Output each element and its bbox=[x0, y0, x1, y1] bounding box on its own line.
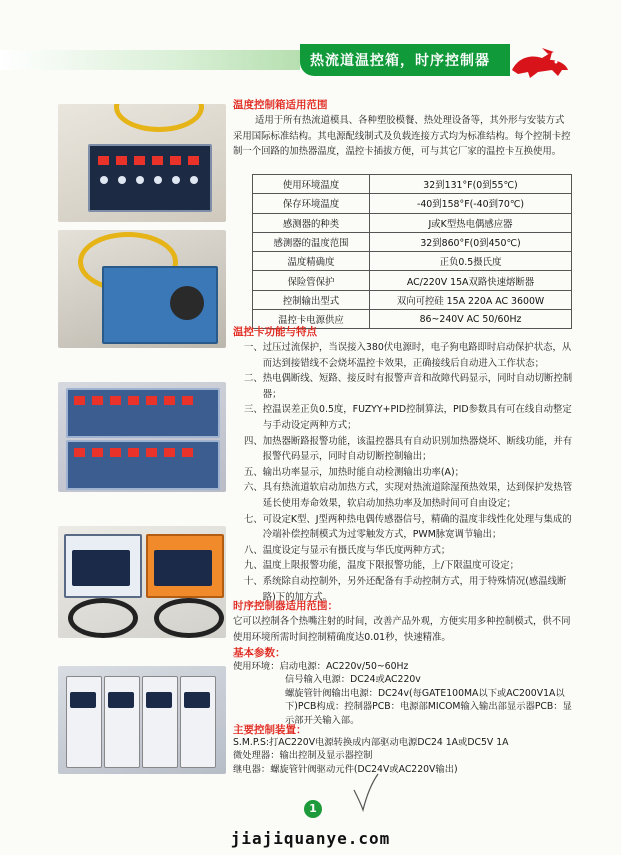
list-item: 四、 加热器断路报警功能，该温控器具有自动识别加热器烧坏、断线功能，并有报警代码显示，同时自动切断控制输出； bbox=[244, 435, 573, 463]
list-item: 八、 温度设定与显示有摄氏度与华氏度两种方式； bbox=[244, 544, 451, 556]
basic-params bbox=[233, 660, 578, 727]
table-row: 使用环境温度 32到131°F(0到55℃) bbox=[253, 175, 572, 194]
device-line: 微处理器：输出控制及显示器控制 bbox=[233, 750, 373, 762]
list-item: 一、 过压过流保护，当误接入380伏电源时，电子狗电路即时启动保护状态，从而达到接错线不会烧坏温控卡效果，正确接线后自动进入工作状态； bbox=[244, 342, 572, 369]
param-line: 使用环境：启动电源：AC220v/50~60Hz bbox=[233, 661, 409, 672]
list-item: 五、 输出功率显示，加热时能自动检测输出功率(A)； bbox=[244, 466, 464, 478]
feature-list bbox=[244, 340, 576, 605]
section-intro-paragraph: 适用于所有热流道模具、各种塑胶模餐、热处理设备等，其外形与安装方式采用国际标准结构。其电源配线制式及负载连接方式均为标准结构。每个控制卡控制一个回路的加热器温度，温控卡插拔方便，可与其它厂家的温控卡互换使用。 bbox=[233, 115, 571, 158]
controller-row-lower bbox=[66, 440, 220, 490]
table-row: 保存环境温度 -40到158°F(-40到70℃) bbox=[253, 194, 572, 213]
list-item: 六、 具有热流道软启动加热方式，实现对热流道除湿预热效果，达到保护发热管延长使用寿命效果，软启动加热功率及加热时间可自由设定； bbox=[244, 482, 573, 509]
control-card bbox=[104, 676, 140, 768]
cooling-fan bbox=[170, 286, 204, 320]
page-number-badge: 1 bbox=[304, 800, 322, 818]
spec-table bbox=[252, 174, 572, 329]
site-watermark: jiajiquanye.com bbox=[230, 829, 391, 848]
list-item: 二、 热电偶断线、短路、接反时有报警声音和故障代码显示，同时自动切断控制器； bbox=[244, 373, 573, 400]
control-card bbox=[180, 676, 216, 768]
table-row: 控制输出型式 双向可控硅 15A 220A AC 3600W bbox=[253, 290, 572, 309]
device-line: S.M.P.S:打AC220V电源转换成内部驱动电源DC24 1A或DC5V 1A bbox=[233, 737, 509, 748]
list-item: 九、 温度上限报警功能，温度下限报警功能，上/下限温度可设定； bbox=[244, 560, 520, 572]
section-heading-card-features: 温控卡功能与特点 bbox=[233, 326, 317, 338]
product-photo-multi-zone-controller bbox=[58, 382, 226, 492]
main-devices bbox=[233, 736, 578, 776]
param-line: 信号输入电源：DC24或AC220v bbox=[285, 674, 421, 686]
section-heading-basic-params: 基本参数： bbox=[233, 647, 286, 659]
product-photo-controller-box-front bbox=[58, 104, 226, 222]
list-item: 十、 系统除自动控制外，另外还配备有手动控制方式，用于特殊情况(感温线断路)下的加方式。 bbox=[244, 575, 567, 603]
table-row: 温控卡电源供应 86~240V AC 50/60Hz bbox=[253, 310, 572, 329]
cable-hose bbox=[114, 104, 204, 132]
controller-row-upper bbox=[66, 388, 220, 438]
cable-coil bbox=[68, 598, 138, 638]
table-row: 感测器的温度范围 32到860°F(0到450℃) bbox=[253, 232, 572, 251]
table-row: 温度精确度 正负0.5摄氏度 bbox=[253, 252, 572, 271]
section-heading-temperature-box: 温度控制箱适用范围 bbox=[233, 99, 328, 111]
section-heading-main-devices: 主要控制装置： bbox=[233, 724, 307, 736]
control-card bbox=[66, 676, 102, 768]
param-line: 螺旋管针阀输出电源：DC24v(每GATE100MA以下或AC200V1A以下)PCB构成：控制器PCB：电源部MICOM输入输出部显示器PCB：显示部开关输入部。 bbox=[285, 687, 572, 726]
product-photo-controller-box-side bbox=[58, 230, 226, 348]
product-photo-timer-controllers bbox=[58, 526, 226, 638]
banner-gradient-stripe bbox=[0, 50, 300, 70]
control-card bbox=[142, 676, 178, 768]
red-bull-icon bbox=[508, 48, 572, 82]
section-heading-timer-scope: 时序控制器适用范围： bbox=[233, 600, 338, 612]
list-item: 七、 可设定K型、J型两种热电偶传感器信号，精确的温度非线性化处理与集成的冷端补偿控制模式为过零触发方式，PWM脉宽调节输出； bbox=[244, 513, 572, 541]
device-line: 继电器：螺旋管针阀驱动元件(DC24V或AC220V输出) bbox=[233, 763, 458, 775]
handwritten-check-mark bbox=[352, 772, 380, 812]
header-title: 热流道温控箱，时序控制器 bbox=[310, 53, 490, 69]
list-item: 三、 控温误差正负0.5度，FUZYY+PID控制算法，PID参数具有可在线自动整定与手动设定两种方式； bbox=[244, 404, 572, 431]
product-photo-control-cards bbox=[58, 666, 226, 774]
timer-scope-paragraph: 它可以控制各个热嘴注射的时间，改善产品外观，方便实用多种控制模式，供不同使用环境所需时间控制精确度达0.01秒，快速精准。 bbox=[233, 616, 571, 643]
header-banner bbox=[0, 44, 621, 82]
table-row: 感测器的种类 J或K型热电偶感应器 bbox=[253, 213, 572, 232]
table-row: 保险管保护 AC/220V 15A双路快速熔断器 bbox=[253, 271, 572, 290]
cable-coil bbox=[154, 598, 224, 638]
